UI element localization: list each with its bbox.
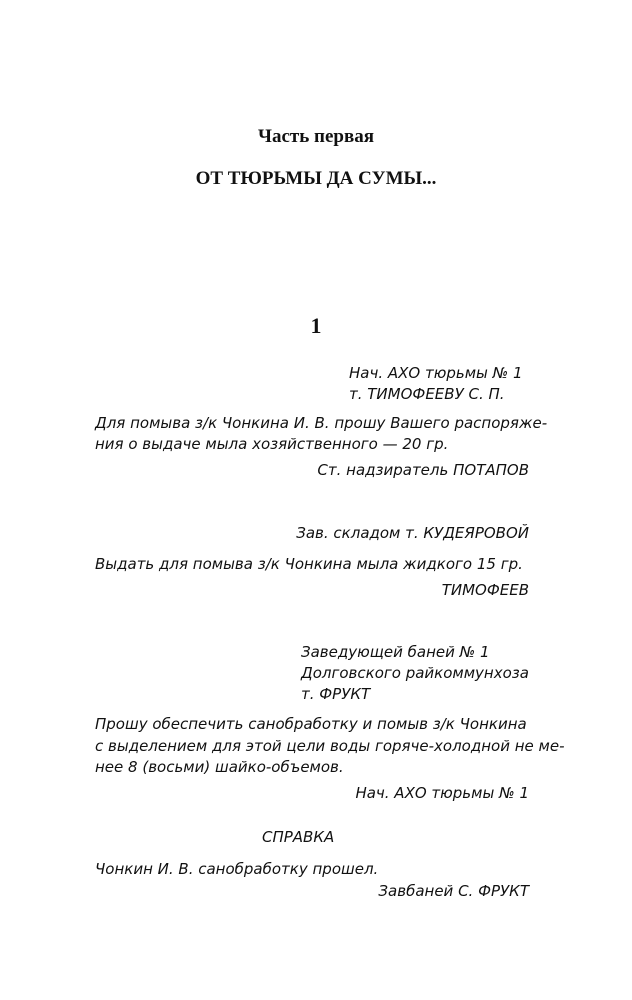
memo2-signature: ТИМОФЕЕВ xyxy=(441,581,529,599)
memo3-addressee-line3: т. ФРУКТ xyxy=(301,685,371,703)
memo3-addressee-line1: Заведующей баней № 1 xyxy=(301,643,490,661)
memo3-body-line1: Прошу обеспечить санобработку и помыв з/к Чонкина xyxy=(95,715,527,733)
certificate-title: СПРАВКА xyxy=(262,828,335,846)
part-subtitle: ОТ ТЮРЬМЫ ДА СУМЫ... xyxy=(195,168,437,189)
memo1-body-line1: Для помыва з/к Чонкина И. В. прошу Вашего распоряже- xyxy=(95,414,548,432)
chapter-number: 1 xyxy=(310,313,322,338)
memo3-addressee-line2: Долговского райкоммунхоза xyxy=(301,664,529,682)
memo3-signature: Нач. АХО тюрьмы № 1 xyxy=(355,784,529,802)
part-title: Часть первая xyxy=(258,126,374,147)
memo1-addressee-line1: Нач. АХО тюрьмы № 1 xyxy=(349,364,523,382)
memo1-addressee-line2: т. ТИМОФЕЕВУ С. П. xyxy=(349,385,505,403)
memo1-body-line2: ния о выдаче мыла хозяйственного — 20 гр. xyxy=(95,435,449,453)
memo1-signature: Ст. надзиратель ПОТАПОВ xyxy=(317,461,529,479)
memo3-body-line3: нее 8 (восьми) шайко-объемов. xyxy=(95,758,344,776)
certificate-body: Чонкин И. В. санобработку прошел. xyxy=(95,860,379,878)
certificate-signature: Завбаней С. ФРУКТ xyxy=(378,882,529,900)
memo2-body: Выдать для помыва з/к Чонкина мыла жидкого 15 гр. xyxy=(95,555,523,573)
memo2-addressee: Зав. складом т. КУДЕЯРОВОЙ xyxy=(296,524,529,542)
memo3-body-line2: с выделением для этой цели воды горяче-холодной не ме- xyxy=(95,737,565,755)
